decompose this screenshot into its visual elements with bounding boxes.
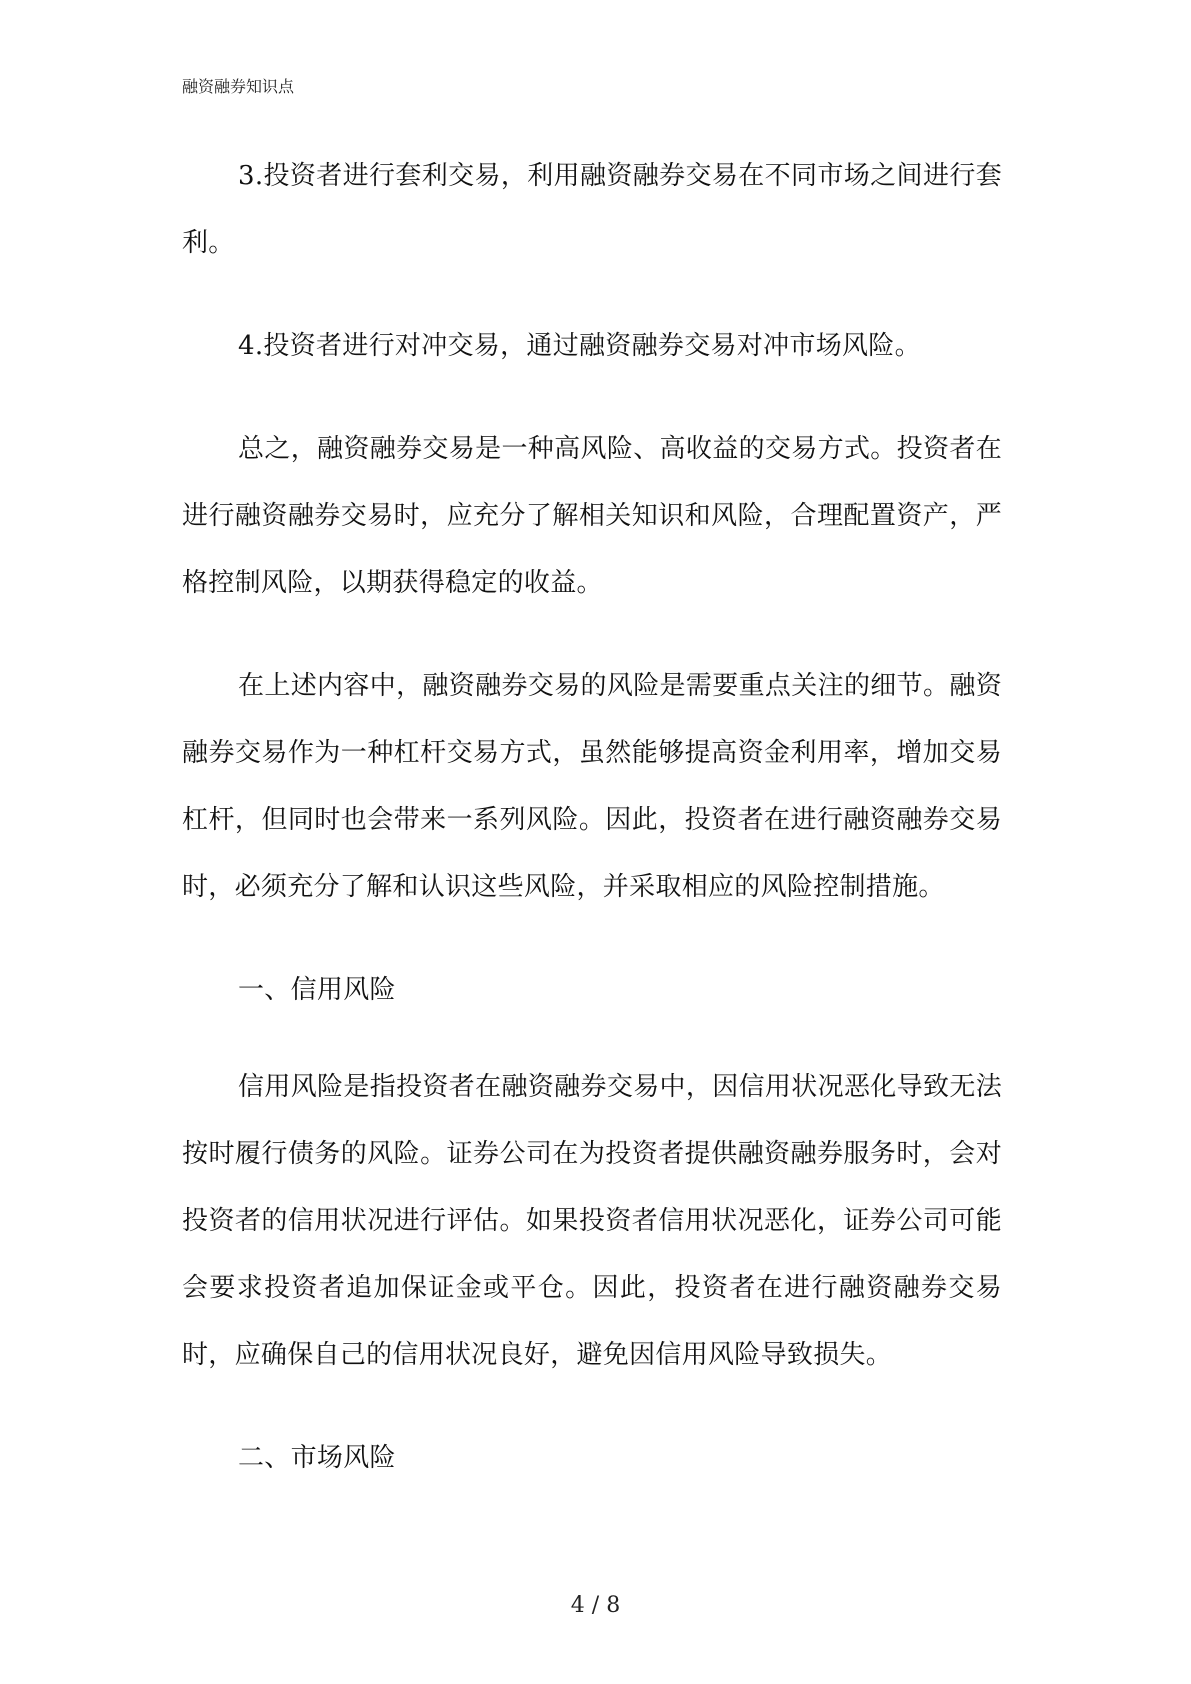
section-heading-market-risk: 二、市场风险: [238, 1443, 396, 1473]
summary-paragraph: 总之，融资融券交易是一种高风险、高收益的交易方式。投资者在进行融资融券交易时，应充分了解相关知识和风险，合理配置资产，严格控制风险，以期获得稳定的收益。: [182, 434, 1002, 598]
list-item-arbitrage: 3.投资者进行套利交易，利用融资融券交易在不同市场之间进行套利。: [182, 161, 1002, 258]
document-header: 融资融券知识点: [182, 77, 295, 96]
document-body: [182, 143, 1002, 1522]
risk-intro-paragraph: 在上述内容中，融资融券交易的风险是需要重点关注的细节。融资融券交易作为一种杠杆交易方式，虽然能够提高资金利用率，增加交易杠杆，但同时也会带来一系列风险。因此，投资者在进行融资融券交易时，必须充分了解和认识这些风险，并采取相应的风险控制措施。: [182, 671, 1002, 902]
page-number: 4 / 8: [570, 1593, 621, 1618]
credit-risk-paragraph: 信用风险是指投资者在融资融券交易中，因信用状况恶化导致无法按时履行债务的风险。证券公司在为投资者提供融资融券服务时，会对投资者的信用状况进行评估。如果投资者信用状况恶化，证券公司可能会要求投资者追加保证金或平仓。因此，投资者在进行融资融券交易时，应确保自己的信用状况良好，避免因信用风险导致损失。: [182, 1072, 1002, 1370]
section-heading-credit-risk: 一、信用风险: [238, 975, 396, 1005]
list-item-hedging: 4.投资者进行对冲交易，通过融资融券交易对冲市场风险。: [238, 331, 921, 361]
